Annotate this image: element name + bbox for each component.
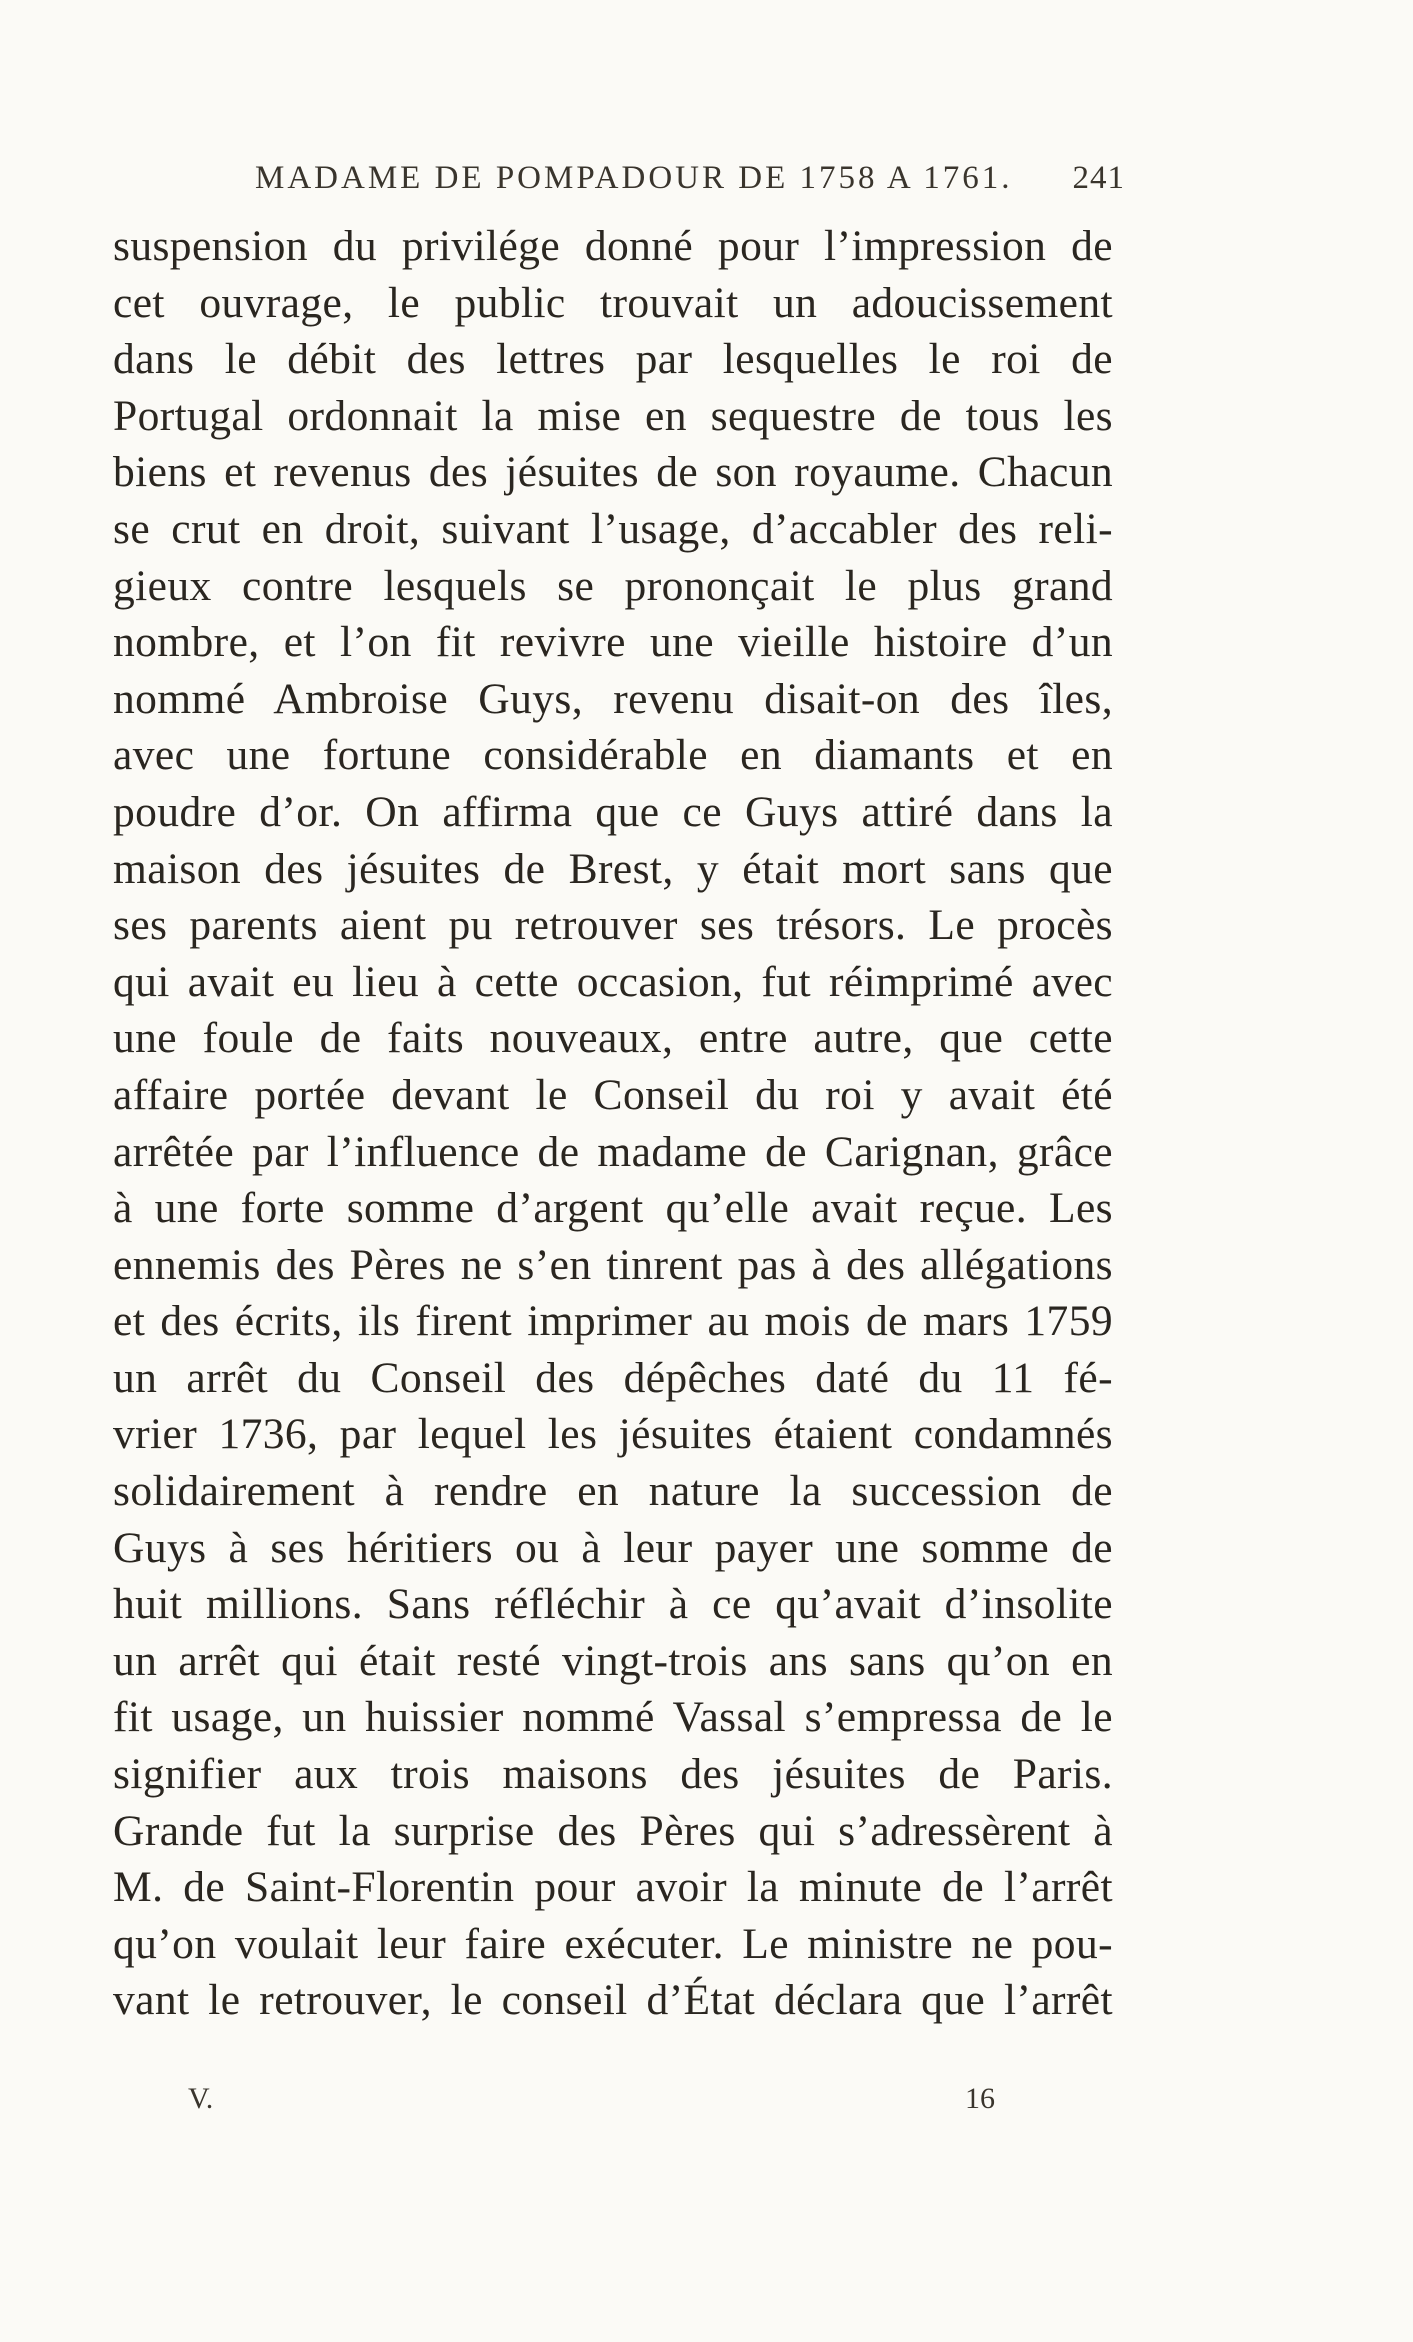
running-title: MADAME DE POMPADOUR DE 1758 A 1761.	[255, 160, 1013, 196]
text-line: M. de Saint-Florentin pour avoir la minute de l’arrêt	[113, 1863, 1113, 1912]
body-text	[113, 218, 1113, 2029]
text-line: vrier 1736, par lequel les jésuites étaient condamnés	[113, 1410, 1113, 1459]
text-line: dans le débit des lettres par lesquelles le roi de	[113, 335, 1113, 384]
running-header	[255, 160, 1125, 208]
text-line: solidairement à rendre en nature la succession de	[113, 1467, 1113, 1516]
text-line: une foule de faits nouveaux, entre autre, que cette	[113, 1014, 1113, 1063]
text-line: huit millions. Sans réfléchir à ce qu’avait d’insolite	[113, 1580, 1113, 1629]
text-line: un arrêt du Conseil des dépêches daté du 11 fé-	[113, 1353, 1113, 1402]
text-line: nommé Ambroise Guys, revenu disait-on des îles,	[113, 674, 1113, 723]
volume-marker: V.	[188, 2082, 214, 2115]
text-line: un arrêt qui était resté vingt-trois ans sans qu’on en	[113, 1636, 1113, 1685]
text-line: biens et revenus des jésuites de son royaume. Chacun	[113, 448, 1113, 497]
text-line: qui avait eu lieu à cette occasion, fut réimprimé avec	[113, 957, 1113, 1006]
text-line: se crut en droit, suivant l’usage, d’accabler des reli-	[113, 504, 1113, 553]
text-line: avec une fortune considérable en diamants et en	[113, 731, 1113, 780]
page-number: 241	[1072, 160, 1125, 196]
text-line: gieux contre lesquels se prononçait le plus grand	[113, 561, 1113, 610]
text-line: ennemis des Pères ne s’en tinrent pas à des allégations	[113, 1240, 1113, 1289]
text-line: fit usage, un huissier nommé Vassal s’empressa de le	[113, 1693, 1113, 1742]
text-line: signifier aux trois maisons des jésuites de Paris.	[113, 1750, 1113, 1799]
text-line: suspension du privilége donné pour l’impression de	[113, 222, 1113, 270]
text-line: Grande fut la surprise des Pères qui s’adressèrent à	[113, 1806, 1113, 1855]
page-footer	[0, 2082, 1413, 2122]
text-line: nombre, et l’on fit revivre une vieille histoire d’un	[113, 618, 1113, 667]
text-line: qu’on voulait leur faire exécuter. Le ministre ne pou-	[113, 1919, 1113, 1968]
text-line: ses parents aient pu retrouver ses trésors. Le procès	[113, 901, 1113, 950]
text-line: à une forte somme d’argent qu’elle avait reçue. Les	[113, 1184, 1113, 1233]
text-line: poudre d’or. On affirma que ce Guys attiré dans la	[113, 787, 1113, 836]
text-line: cet ouvrage, le public trouvait un adoucissement	[113, 278, 1113, 327]
text-line: Portugal ordonnait la mise en sequestre de tous les	[113, 391, 1113, 440]
text-line: et des écrits, ils firent imprimer au mois de mars 1759	[113, 1297, 1113, 1346]
text-line: affaire portée devant le Conseil du roi y avait été	[113, 1070, 1113, 1119]
text-line: maison des jésuites de Brest, y était mort sans que	[113, 844, 1113, 893]
text-line: arrêtée par l’influence de madame de Carignan, grâce	[113, 1127, 1113, 1176]
text-line: vant le retrouver, le conseil d’État déclara que l’arrêt	[113, 1976, 1113, 2025]
text-line: Guys à ses héritiers ou à leur payer une somme de	[113, 1523, 1113, 1572]
signature-mark: 16	[965, 2082, 995, 2115]
